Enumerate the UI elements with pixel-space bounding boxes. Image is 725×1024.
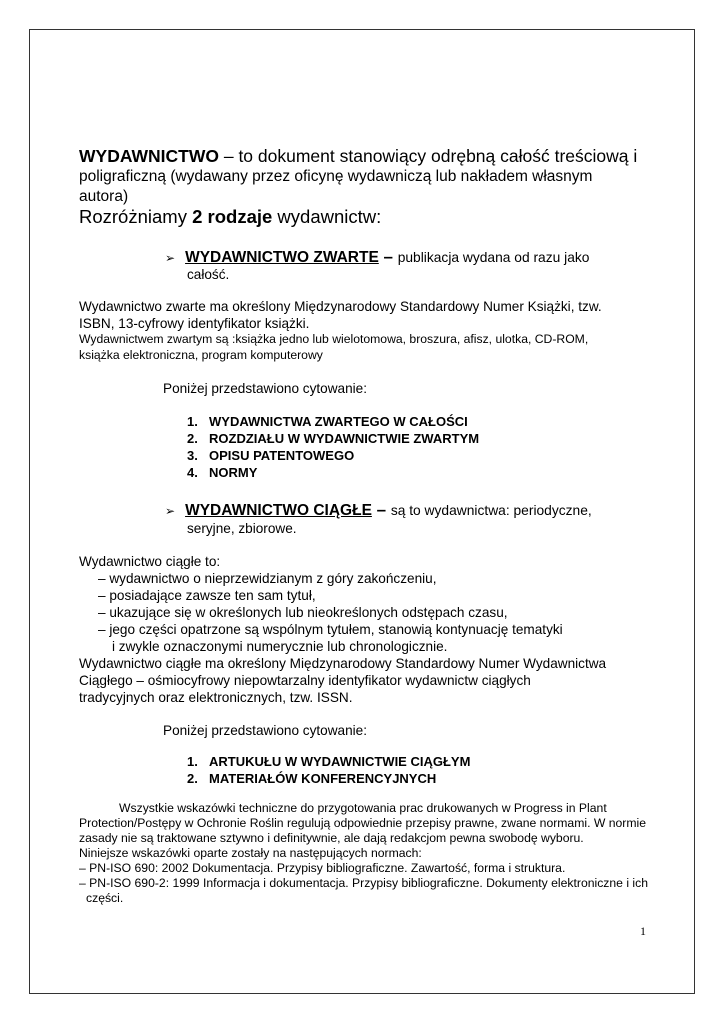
definition-line-3: autora) [79, 188, 129, 205]
list-item: 1. WYDAWNICTWA ZWARTEGO W CAŁOŚCI [187, 414, 468, 429]
ciagle-bullet-3: – ukazujące się w określonych lub nieokreślonych odstępach czasu, [98, 605, 508, 620]
ciagle-bullet-1: – wydawnictwo o nieprzewidzianym z góry zakończeniu, [98, 571, 437, 586]
notes-line-7: części. [86, 891, 124, 905]
ciagle-heading: WYDAWNICTWO CIĄGŁE [185, 502, 372, 519]
list-item: 4. NORMY [187, 465, 258, 480]
ciagle-citation-list [187, 753, 470, 787]
arrow-bullet-icon: ➢ [165, 251, 176, 265]
types-intro: Rozróżniamy 2 rodzaje wydawnictw: [79, 206, 382, 227]
zwarte-isbn-line-2: ISBN, 13-cyfrowy identyfikator książki. [79, 316, 310, 331]
definition-text: – to dokument stanowiący odrębną całość treściową i [218, 146, 638, 166]
zwarte-heading: WYDAWNICTWO ZWARTE [185, 249, 379, 266]
ciagle-intro: Wydawnictwo ciągłe to: [79, 554, 221, 569]
notes-line-5: – PN-ISO 690: 2002 Dokumentacja. Przypisy bibliograficzne. Zawartość, forma i struktura. [79, 861, 566, 875]
ciagle-bullet-2: – posiadające zawsze ten sam tytuł, [98, 588, 316, 603]
ciagle-issn-line-3: tradycyjnych oraz elektronicznych, tzw. ISSN. [79, 690, 353, 705]
zwarte-isbn-line-1: Wydawnictwo zwarte ma określony Międzynarodowy Standardowy Numer Książki, tzw. [79, 299, 602, 314]
zwarte-citation-intro: Poniżej przedstawiono cytowanie: [163, 381, 368, 396]
ciagle-desc: są to wydawnictwa: periodyczne, [390, 503, 592, 518]
list-item: 2. MATERIAŁÓW KONFERENCYJNYCH [187, 771, 437, 786]
arrow-bullet-icon: ➢ [165, 504, 176, 518]
definition-term: WYDAWNICTWO [79, 146, 219, 166]
definition-line-2: poligraficzną (wydawany przez oficynę wydawniczą lub nakładem własnym [79, 168, 593, 185]
list-item: 3. OPISU PATENTOWEGO [187, 448, 355, 463]
notes-line-4: Niniejsze wskazówki oparte zostały na następujących normach: [79, 846, 422, 860]
notes-line-1: Wszystkie wskazówki techniczne do przygotowania prac drukowanych w Progress in Plant [119, 801, 607, 815]
list-item: 1. ARTUKUŁU W WYDAWNICTWIE CIĄGŁYM [187, 754, 471, 769]
notes-line-2: Protection/Postępy w Ochronie Roślin regulują odpowiednie przepisy prawne, zwane normami. W normie [79, 816, 646, 830]
zwarte-desc: publikacja wydana od razu jako [397, 250, 590, 265]
zwarte-desc-cont: całość. [187, 267, 230, 282]
list-item: 2. ROZDZIAŁU W WYDAWNICTWIE ZWARTYM [187, 431, 480, 446]
ciagle-bullet-4-cont: i zwykle oznaczonymi numerycznie lub chronologicznie. [112, 639, 448, 654]
ciagle-issn-line-2: Ciągłego – ośmiocyfrowy niepowtarzalny identyfikator wydawnictw ciągłych [79, 673, 531, 688]
zwarte-heading-line: ➢ WYDAWNICTWO ZWARTE – publikacja wydana od razu jako [165, 247, 590, 266]
page-number: 1 [640, 924, 646, 938]
ciagle-citation-intro: Poniżej przedstawiono cytowanie: [163, 723, 368, 738]
notes-line-6: – PN-ISO 690-2: 1999 Informacja i dokumentacja. Przypisy bibliograficzne. Dokumenty elektroniczne i ich [79, 876, 649, 890]
ciagle-issn-line-1: Wydawnictwo ciągłe ma określony Międzynarodowy Standardowy Numer Wydawnictwa [79, 656, 607, 671]
zwarte-types-line-1: Wydawnictwem zwartym są :książka jedno lub wielotomowa, broszura, afisz, ulotka, CD-ROM, [79, 332, 589, 346]
notes-line-3: zasady nie są traktowane sztywno i definitywnie, ale dają redakcjom pewna swobodę wyboru. [79, 831, 584, 845]
zwarte-types-line-2: książka elektroniczna, program komputerowy [79, 348, 323, 362]
definition-line-1 [79, 145, 637, 167]
zwarte-citation-list [187, 413, 479, 481]
ciagle-desc-cont: seryjne, zbiorowe. [187, 521, 297, 536]
ciagle-bullet-4: – jego części opatrzone są wspólnym tytułem, stanowią kontynuację tematyki [98, 622, 563, 637]
ciagle-heading-line: ➢ WYDAWNICTWO CIĄGŁE – są to wydawnictwa: periodyczne, [165, 500, 592, 519]
